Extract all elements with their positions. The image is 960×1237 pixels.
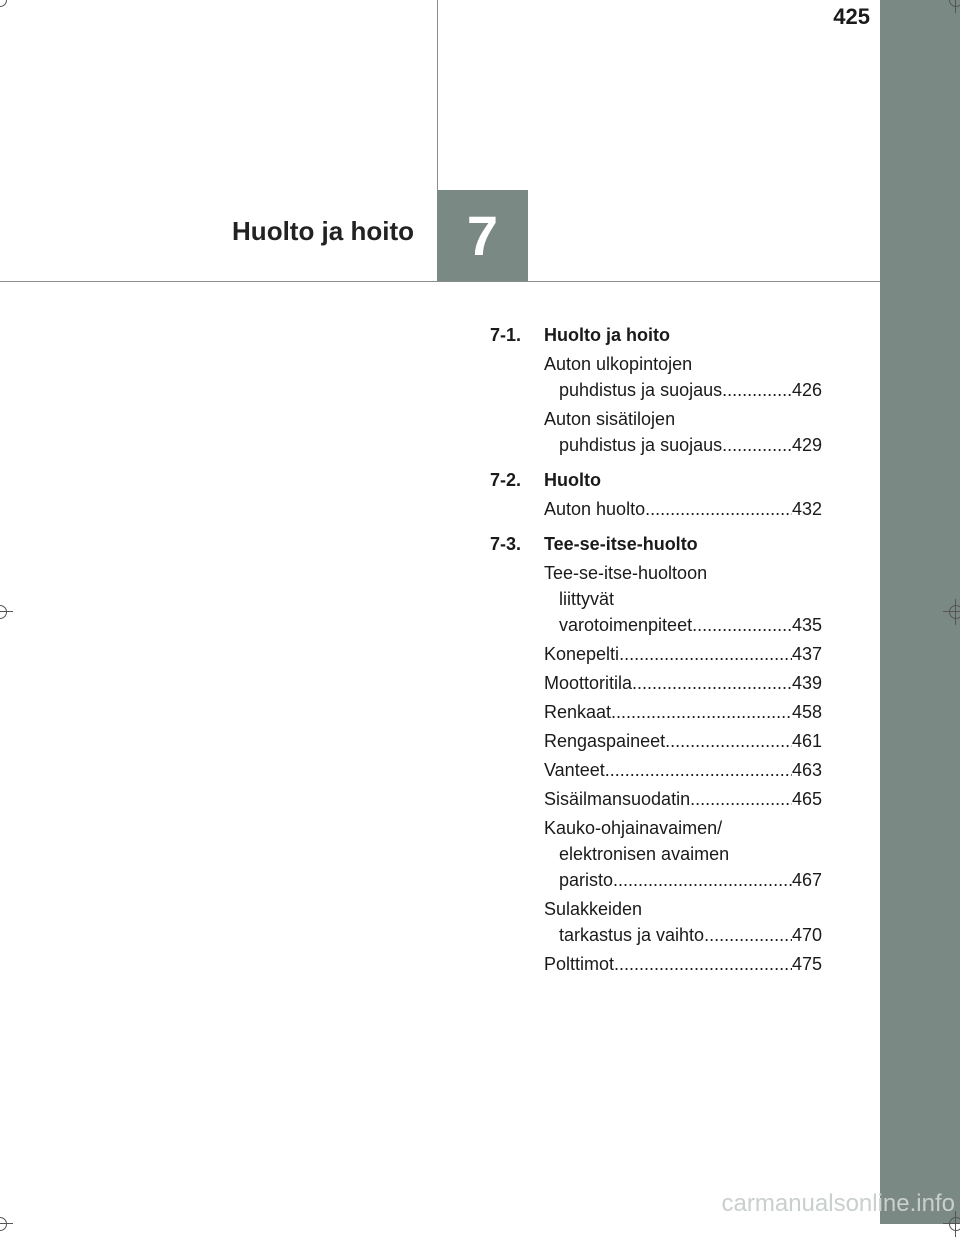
registration-mark-icon xyxy=(0,1211,13,1237)
section-title: Huolto xyxy=(544,470,601,490)
toc-page-number: 439 xyxy=(791,673,822,693)
toc-entry-line xyxy=(544,586,822,612)
toc-entry-text: liittyvät xyxy=(559,589,615,609)
toc-entry[interactable] xyxy=(544,951,822,977)
toc-entry-line xyxy=(544,351,822,377)
toc-entry-line xyxy=(544,922,822,948)
dot-leader xyxy=(645,496,792,522)
vertical-rule xyxy=(437,0,438,190)
toc-entry[interactable] xyxy=(544,699,822,725)
toc-entry-line xyxy=(544,815,822,841)
toc-entry[interactable] xyxy=(544,896,822,948)
toc-entry-line xyxy=(544,786,822,812)
page-number: 425 xyxy=(833,4,870,29)
toc-entry-text: elektronisen avaimen xyxy=(559,844,730,864)
toc-entry[interactable] xyxy=(544,496,822,522)
toc-page-number: 432 xyxy=(791,499,822,519)
toc-entry-text: Auton sisätilojen xyxy=(544,409,676,429)
dot-leader xyxy=(613,867,792,893)
dot-leader xyxy=(690,786,792,812)
dot-leader xyxy=(722,377,792,403)
chapter-title: Huolto ja hoito xyxy=(232,216,414,246)
toc-page-number: 429 xyxy=(791,435,822,455)
toc-entry-text: tarkastus ja vaihto xyxy=(559,925,705,945)
registration-mark-icon xyxy=(943,0,960,13)
toc-page-number: 463 xyxy=(791,760,822,780)
toc-entry-text: Sulakkeiden xyxy=(544,899,643,919)
toc-entry[interactable] xyxy=(544,351,822,403)
toc-entry-line xyxy=(544,841,822,867)
toc-entry-text: Auton ulkopintojen xyxy=(544,354,693,374)
toc-entry-text: Konepelti xyxy=(544,644,620,664)
dot-leader xyxy=(692,612,792,638)
watermark: carmanualsonline.info xyxy=(721,1190,955,1217)
section-number: 7-1. xyxy=(490,325,522,345)
registration-mark-icon xyxy=(0,0,13,13)
toc-page-number: 470 xyxy=(791,925,822,945)
toc-entry-line xyxy=(544,641,822,667)
toc-page-number: 465 xyxy=(791,789,822,809)
toc-entry-line xyxy=(544,896,822,922)
dot-leader xyxy=(722,432,792,458)
table-of-contents xyxy=(490,322,822,977)
dot-leader xyxy=(632,670,792,696)
section-number: 7-3. xyxy=(490,534,522,554)
registration-mark-icon xyxy=(943,599,960,625)
registration-mark-icon xyxy=(0,599,13,625)
toc-entry-text: puhdistus ja suojaus xyxy=(559,435,723,455)
toc-entry-text: Renkaat xyxy=(544,702,612,722)
section-title: Huolto ja hoito xyxy=(544,325,670,345)
toc-entry-text: Vanteet xyxy=(544,760,605,780)
toc-entry[interactable] xyxy=(544,560,822,638)
toc-entry[interactable] xyxy=(544,786,822,812)
toc-entry-line xyxy=(544,560,822,586)
toc-page-number: 461 xyxy=(791,731,822,751)
toc-entry-line xyxy=(544,612,822,638)
toc-entry[interactable] xyxy=(544,728,822,754)
toc-page-number: 458 xyxy=(791,702,822,722)
toc-entry[interactable] xyxy=(544,641,822,667)
toc-page-number: 426 xyxy=(791,380,822,400)
dot-leader xyxy=(704,922,792,948)
toc-entry[interactable] xyxy=(544,815,822,893)
section-number: 7-2. xyxy=(490,470,522,490)
toc-entry[interactable] xyxy=(544,406,822,458)
dot-leader xyxy=(619,641,792,667)
toc-entry-line xyxy=(544,728,822,754)
toc-page-number: 475 xyxy=(791,954,822,974)
toc-entry-line xyxy=(544,496,822,522)
toc-entry-text: Sisäilmansuodatin xyxy=(544,789,691,809)
toc-section-heading xyxy=(490,531,822,557)
toc-entry[interactable] xyxy=(544,757,822,783)
toc-page-number: 437 xyxy=(791,644,822,664)
toc-entry-line xyxy=(544,432,822,458)
toc-entry-text: Polttimot xyxy=(544,954,615,974)
toc-entry-text: Moottoritila xyxy=(544,673,633,693)
dot-leader xyxy=(611,699,792,725)
toc-entry-text: Kauko-ohjainavaimen/ xyxy=(544,818,723,838)
dot-leader xyxy=(614,951,792,977)
toc-entry-line xyxy=(544,670,822,696)
chapter-number-box: 7 xyxy=(437,190,528,281)
toc-entry-text: varotoimenpiteet xyxy=(559,615,693,635)
toc-entry-line xyxy=(544,377,822,403)
section-title: Tee-se-itse-huolto xyxy=(544,534,698,554)
toc-entry-text: Auton huolto xyxy=(544,499,646,519)
toc-section-heading xyxy=(490,322,822,348)
toc-entry-line xyxy=(544,951,822,977)
toc-entry-line xyxy=(544,757,822,783)
toc-entry-line xyxy=(544,867,822,893)
toc-entry-text: puhdistus ja suojaus xyxy=(559,380,723,400)
toc-entry-text: Tee-se-itse-huoltoon xyxy=(544,563,708,583)
dot-leader xyxy=(665,728,792,754)
toc-entry[interactable] xyxy=(544,670,822,696)
toc-page-number: 467 xyxy=(791,870,822,890)
toc-entry-text: paristo xyxy=(559,870,614,890)
toc-page-number: 435 xyxy=(791,615,822,635)
toc-entry-text: Rengaspaineet xyxy=(544,731,666,751)
toc-section-heading xyxy=(490,467,822,493)
toc-entry-line xyxy=(544,699,822,725)
dot-leader xyxy=(605,757,792,783)
toc-entry-line xyxy=(544,406,822,432)
horizontal-rule xyxy=(0,281,880,282)
